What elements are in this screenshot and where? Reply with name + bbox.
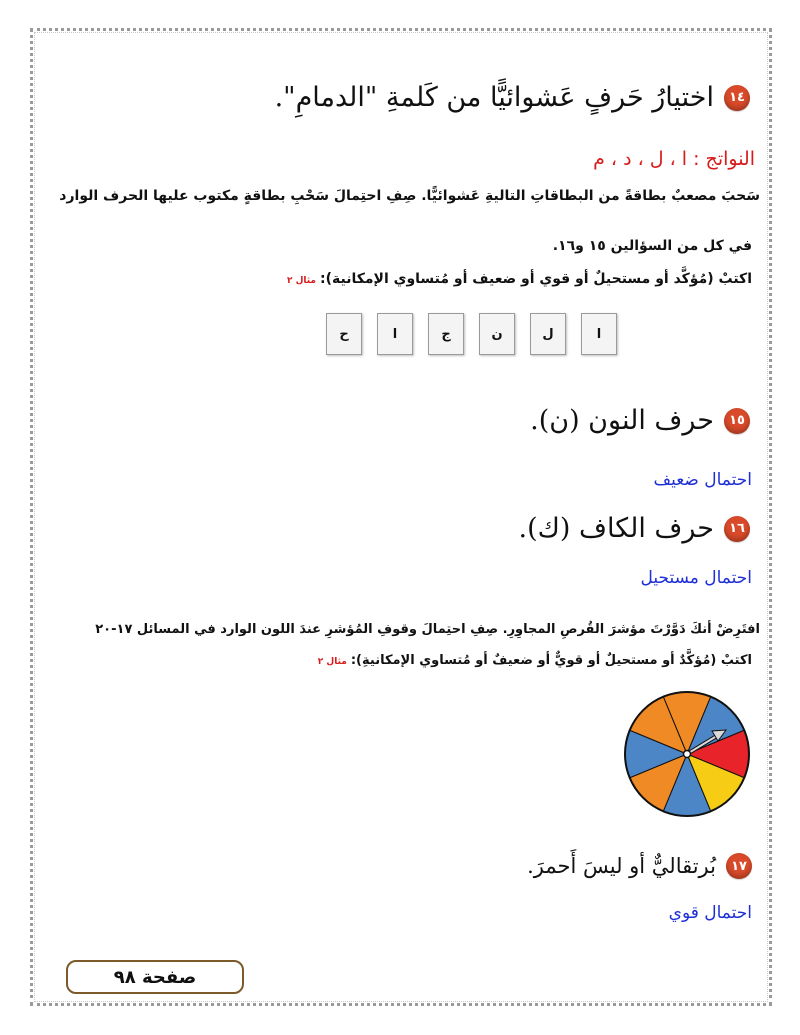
page-number-label: صفحة ٩٨: [66, 960, 244, 994]
spinner-instruction-text: اكتبْ (مُؤكَّدٌ أو مستحيلٌ أو قويٌّ أو ضعيفٌ أو مُتساوي الإمكانيةِ):: [350, 653, 752, 668]
question-number-badge: ١٤: [724, 85, 750, 111]
spinner-instruction-line1: افتَرِضْ أنكَ دَوَّرْتَ مؤشرَ القُرصِ المجاوِرِ. صِفِ احتِمالَ وقوفِ المُؤشرِ عندَ اللون الوارد في المسائل ١٧-٢٠: [95, 622, 760, 637]
question-15-text: حرف النون (ن).: [530, 405, 714, 436]
question-17: [527, 853, 752, 879]
letter-card: ج: [428, 313, 464, 355]
letter-cards: [326, 313, 617, 355]
example-reference: مثال ٢: [286, 276, 317, 286]
question-17-text: بُرتقاليٌّ أو ليسَ أَحمرَ.: [527, 854, 716, 878]
question-14: [275, 82, 750, 113]
question-14-text: اختيارُ حَرفٍ عَشوائيًّا من كَلمةِ "الدمامِ".: [274, 82, 714, 113]
question-15: [530, 405, 750, 436]
question-number-badge: ١٥: [724, 408, 750, 434]
question-15-answer: احتمال ضعيف: [653, 470, 752, 490]
question-16-text: حرف الكاف (ك).: [518, 513, 714, 544]
letter-card: ا: [377, 313, 413, 355]
question-16: [519, 513, 751, 544]
color-spinner: [622, 689, 752, 819]
question-number-badge: ١٧: [726, 853, 752, 879]
cards-instruction-line1: سَحبَ مصعبٌ بطاقةً من البطاقاتِ التاليةِ عَشوائيًّا. صِفِ احتِمالَ سَحْبِ بطاقةٍ مكتوب عليها الحرف الوارد: [59, 188, 760, 204]
outcomes-answer: النواتج : ا ، ل ، د ، م: [593, 148, 755, 170]
spinner-hub: [684, 751, 691, 758]
letter-card: ا: [581, 313, 617, 355]
question-17-answer: احتمال قوي: [668, 903, 752, 923]
question-number-badge: ١٦: [724, 516, 750, 542]
letter-card: ل: [530, 313, 566, 355]
example-reference: مثال ٢: [317, 657, 347, 667]
question-16-answer: احتمال مستحيل: [640, 568, 752, 588]
cards-instruction-line3: [287, 270, 752, 288]
letter-card: ح: [326, 313, 362, 355]
letter-card: ن: [479, 313, 515, 355]
cards-instruction-line2: في كل من السؤالين ١٥ و١٦.: [552, 238, 752, 254]
spinner-instruction-line2: [318, 653, 752, 670]
cards-instruction-text: اكتبْ (مُؤكَّد أو مستحيلٌ أو قوي أو ضعيف أو مُتساوي الإمكانية):: [320, 271, 752, 287]
